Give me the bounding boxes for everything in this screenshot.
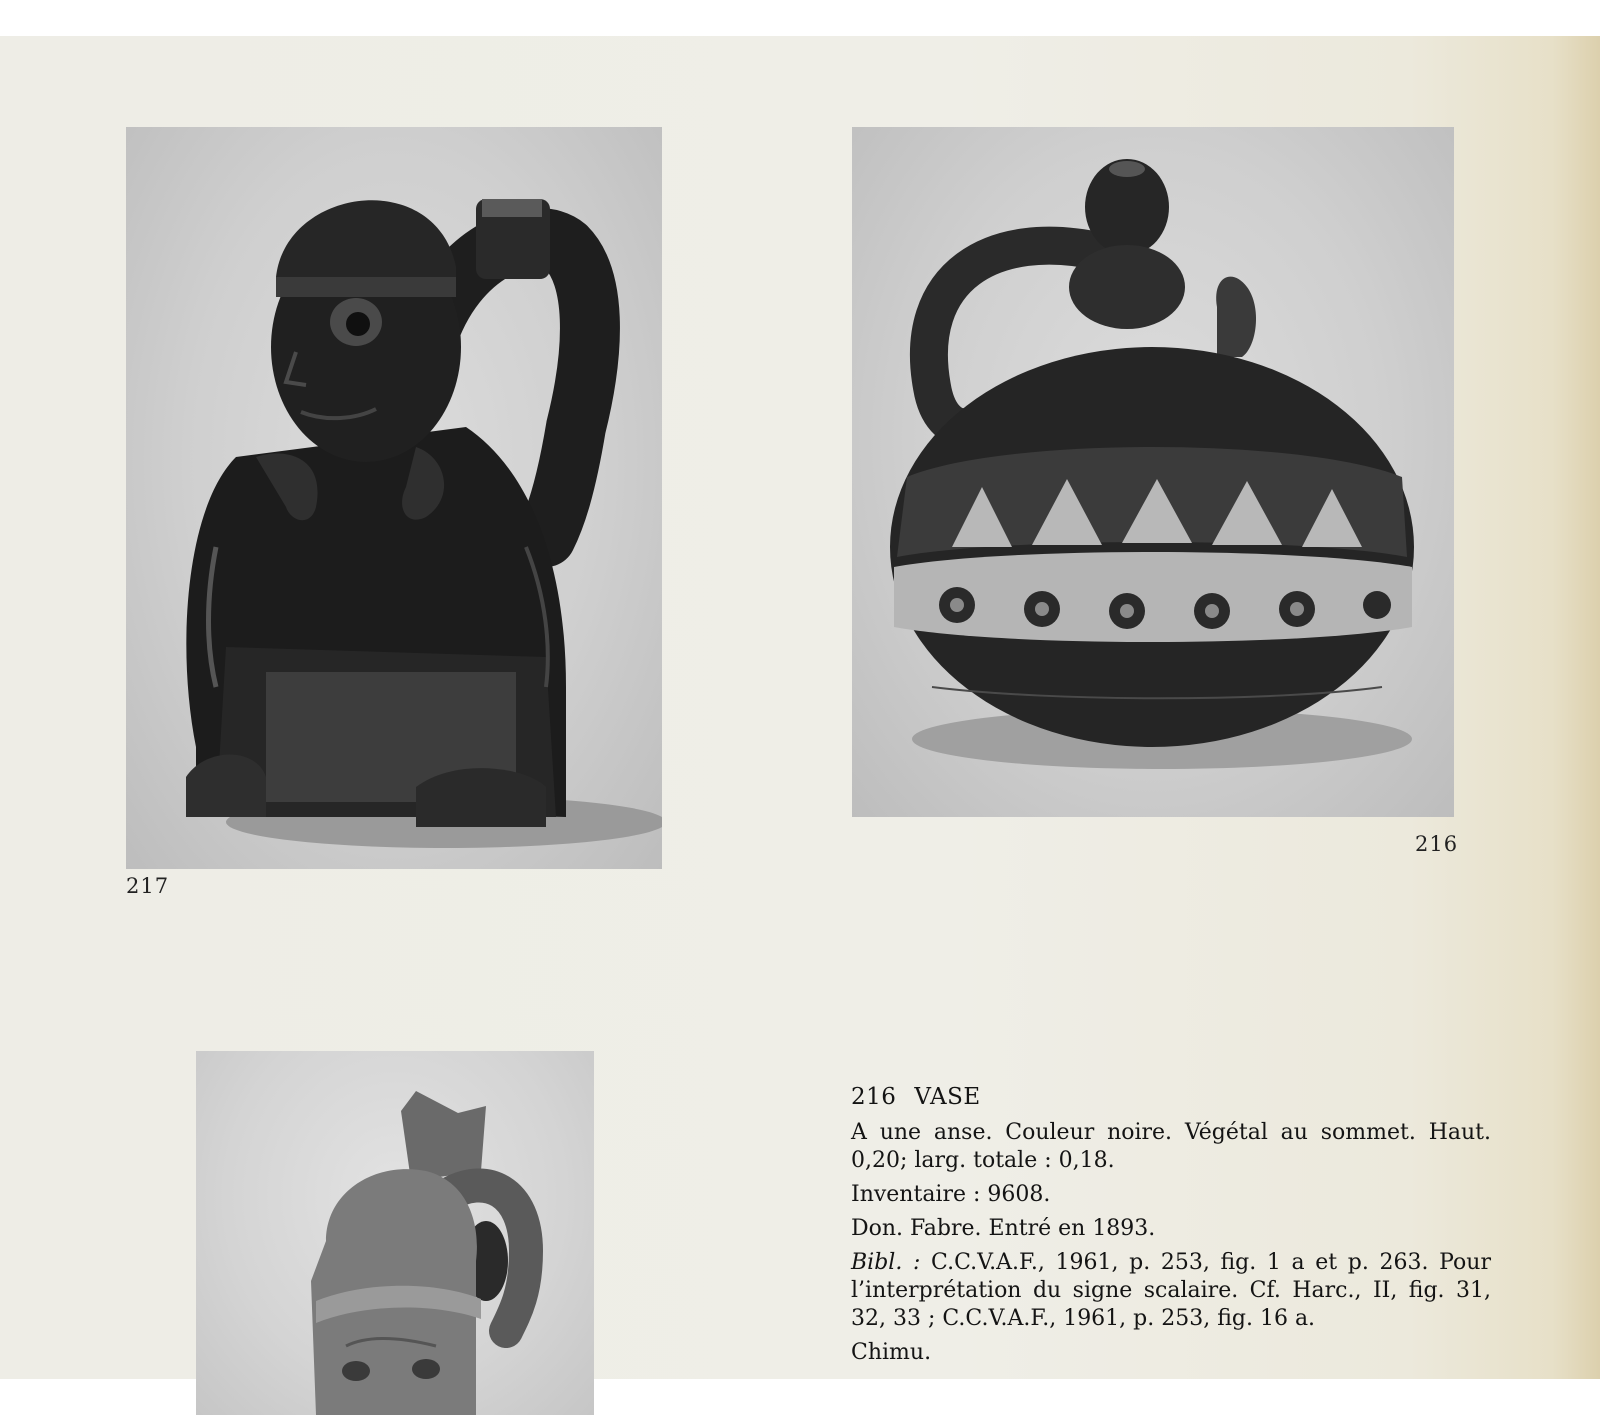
entry-inventory: Inventaire : 9608. xyxy=(851,1182,1051,1207)
entry-culture: Chimu. xyxy=(851,1340,932,1365)
figure-vessel-image xyxy=(126,127,662,869)
photo-217-figure-vessel xyxy=(126,127,662,869)
entry-heading xyxy=(851,1083,1491,1111)
bibliography-label: Bibl. : xyxy=(851,1250,921,1275)
bibliography-text: C.C.V.A.F., 1961, p. 253, fig. 1 a et p. 263. Pour l’interprétation du signe scalaire. Cf. Harc., II, fig. 31, 32, 33 ; C.C.V.A.F., 1961, p. 253, fig. 16 a. xyxy=(851,1250,1491,1331)
figure-number-217: 217 xyxy=(126,874,170,898)
vase-image xyxy=(852,127,1454,817)
entry-provenance: Don. Fabre. Entré en 1893. xyxy=(851,1216,1156,1241)
catalogue-entry-216 xyxy=(851,1083,1491,1373)
entry-number: 216 xyxy=(851,1084,897,1110)
lower-vessel-image xyxy=(196,1051,594,1415)
entry-bibliography xyxy=(851,1249,1491,1333)
figure-number-216: 216 xyxy=(1415,832,1459,856)
entry-description: A une anse. Couleur noire. Végétal au sommet. Haut. 0,20; larg. totale : 0,18. xyxy=(851,1120,1491,1173)
photo-lower-figure-vessel xyxy=(196,1051,594,1415)
entry-title: VASE xyxy=(914,1084,981,1110)
photo-216-vase xyxy=(852,127,1454,817)
book-page xyxy=(0,36,1600,1379)
